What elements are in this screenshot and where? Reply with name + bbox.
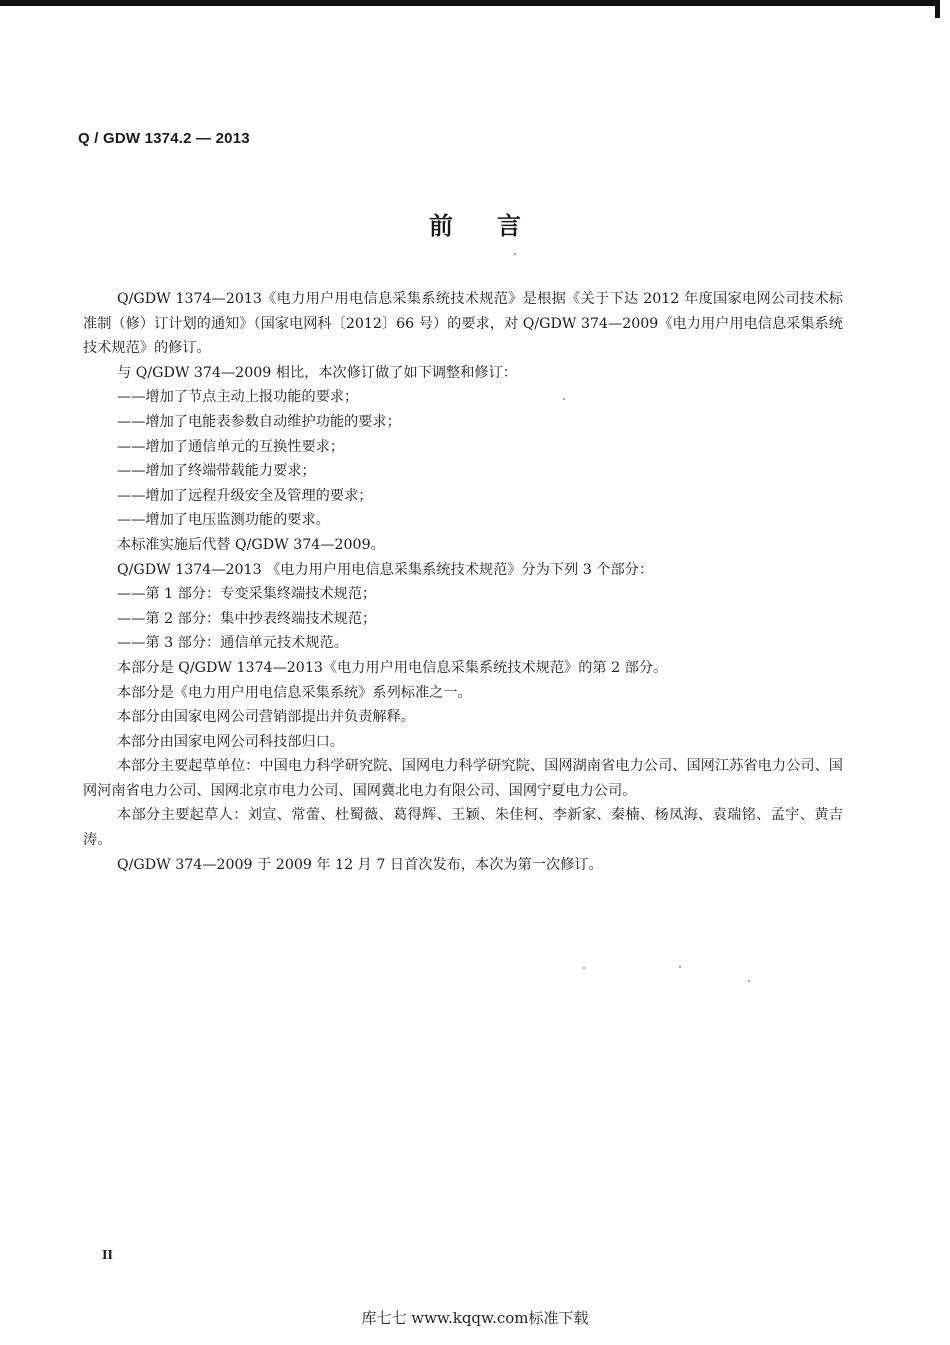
paragraph-part-statement: 本部分是 Q/GDW 1374—2013《电力用户用电信息采集系统技术规范》的第 2 部分。 xyxy=(117,659,668,676)
paragraph-drafting-units: 本部分主要起草单位：中国电力科学研究院、国网电力科学研究院、国网湖南省电力公司、国网江苏省电力公司、国网河南省电力公司、国网北京市电力公司、国网冀北电力有限公司、国网宁夏电力公司。 xyxy=(83,758,843,799)
list-item-part: ——第 1 部分：专变采集终端技术规范； xyxy=(117,586,377,603)
paragraph-parts-lead: Q/GDW 1374—2013 《电力用户用电信息采集系统技术规范》分为下列 3 个部分： xyxy=(117,561,654,578)
paragraph-drafters: 本部分主要起草人：刘宣、常蕾、杜蜀薇、葛得辉、王颖、朱佳柯、李新家、秦楠、杨凤海、袁瑞铭、孟宇、黄吉涛。 xyxy=(83,807,843,849)
paragraph-history: Q/GDW 374—2009 于 2009 年 12 月 7 日首次发布，本次为第一次修订。 xyxy=(117,856,603,873)
page-title: 前言 xyxy=(429,212,565,240)
paragraph-replaces: 本标准实施后代替 Q/GDW 374—2009。 xyxy=(117,536,385,553)
scan-speck xyxy=(679,966,681,968)
list-item-change: ——增加了终端带载能力要求； xyxy=(117,463,316,480)
preface-body xyxy=(83,287,843,877)
footer-watermark: 库七七 www.kqqw.com标准下载 xyxy=(361,1309,589,1327)
list-item-change: ——增加了远程升级安全及管理的要求； xyxy=(117,487,373,504)
scan-speck xyxy=(514,253,516,255)
scan-speck xyxy=(748,980,750,982)
list-item-change: ——增加了通信单元的互换性要求； xyxy=(117,438,345,455)
list-item-change: ——增加了电能表参数自动维护功能的要求； xyxy=(117,413,401,430)
paragraph-changes-lead: 与 Q/GDW 374—2009 相比，本次修订做了如下调整和修订： xyxy=(117,364,517,381)
scan-speck xyxy=(563,398,565,400)
paragraph-intro: Q/GDW 1374—2013《电力用户用电信息采集系统技术规范》是根据《关于下达 2012 年度国家电网公司技术标准制（修）订计划的通知》（国家电网科〔2012〕66 号）的要求，对 Q/GDW 374—2009《电力用户用电信息采集系统技术规范》的修订。 xyxy=(83,291,843,357)
scan-border-right xyxy=(935,0,940,18)
document-code: Q / GDW 1374.2 — 2013 xyxy=(78,130,250,147)
scan-speck xyxy=(583,967,585,969)
paragraph-centralized: 本部分由国家电网公司科技部归口。 xyxy=(117,733,345,750)
list-item-part: ——第 2 部分：集中抄表终端技术规范； xyxy=(117,610,377,627)
scan-border-top xyxy=(0,0,935,6)
paragraph-series: 本部分是《电力用户用电信息采集系统》系列标准之一。 xyxy=(117,684,472,701)
list-item-change: ——增加了电压监测功能的要求。 xyxy=(117,512,330,529)
list-item-part: ——第 3 部分：通信单元技术规范。 xyxy=(117,635,348,652)
list-item-change: ——增加了节点主动上报功能的要求； xyxy=(117,389,359,406)
paragraph-proposer: 本部分由国家电网公司营销部提出并负责解释。 xyxy=(117,709,415,726)
page-number: II xyxy=(102,1248,113,1263)
